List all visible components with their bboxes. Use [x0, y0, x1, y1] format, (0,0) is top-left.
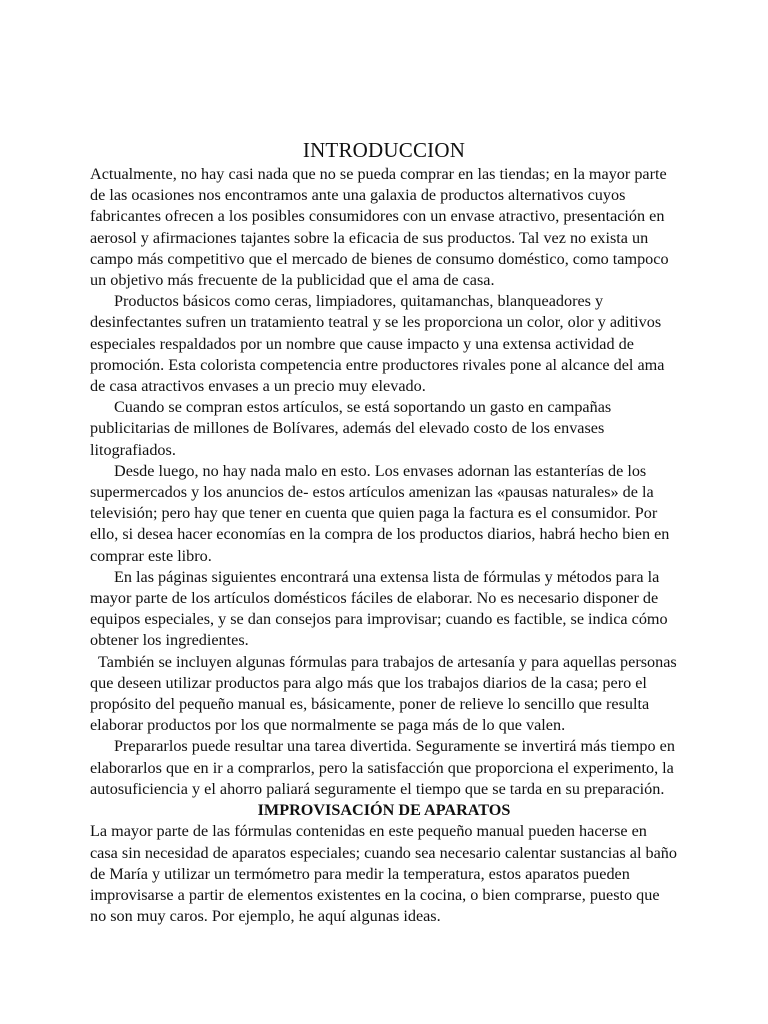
paragraph-formulas: En las páginas siguientes encontrará una extensa lista de fórmulas y métodos para la mayor parte de los artículos domésticos fáciles de elaborar. No es necesario disponer de equipos especiales, y se dan consejos para improvisar; cuando es factible, se indica cómo obtener los ingredientes.: [90, 567, 668, 650]
section-heading: IMPROVISACIÓN DE APARATOS: [257, 801, 511, 820]
paragraph-crafts: También se incluyen algunas fórmulas para trabajos de artesanía y para aquellas personas que deseen utilizar productos para algo más que los trabajos diarios de la casa; pero el propósito del pequeño manual es, básicamente, poner de relieve lo sencillo que resulta elaborar productos por los que normalmente se paga más de lo que valen.: [90, 652, 677, 735]
paragraph-packaging: Desde luego, no hay nada malo en esto. Los envases adornan las estanterías de los supermercados y los anuncios de- estos artículos amenizan las «pausas naturales» de la televisión; pero hay que tener en cuenta que quien paga la factura es el consumidor. Por ello, si desea hacer economías en la compra de los productos diarios, habrá hecho bien en comprar este libro.: [90, 461, 670, 565]
paragraph-intro: Actualmente, no hay casi nada que no se pueda comprar en las tiendas; en la mayor parte de las ocasiones nos encontramos ante una galaxia de productos alternativos cuyos fabricantes ofrecen a los posibles consumidores con un envase atractivo, presentación en aerosol y afirmaciones tajantes sobre la eficacia de sus productos. Tal vez no exista un campo más competitivo que el mercado de bienes de consumo doméstico, como tampoco un objetivo más frecuente de la publicidad que el ama de casa.: [90, 165, 669, 290]
paragraph-apparatus: La mayor parte de las fórmulas contenidas en este pequeño manual pueden hacerse en casa sin necesidad de aparatos especiales; cuando sea necesario calentar sustancias al baño de María y utilizar un termómetro para medir la temperatura, estos aparatos pueden improvisarse a partir de elementos existentes en la cocina, o bien comprarse, puesto que no son muy caros. Por ejemplo, he aquí algunas ideas.: [90, 822, 677, 926]
document-page: [90, 136, 678, 927]
paragraph-preparation: Prepararlos puede resultar una tarea divertida. Seguramente se invertirá más tiempo en elaborarlos que en ir a comprarlos, pero la satisfacción que proporciona el experimento, la autosuficiencia y el ahorro paliará seguramente el tiempo que se tarda en su preparación.: [90, 737, 675, 798]
paragraph-costs: Cuando se compran estos artículos, se está soportando un gasto en campañas publicitarias de millones de Bolívares, además del elevado costo de los envases litografiados.: [90, 398, 612, 459]
page-title: INTRODUCCION: [302, 138, 466, 162]
paragraph-products: Productos básicos como ceras, limpiadores, quitamanchas, blanqueadores y desinfectantes sufren un tratamiento teatral y se les proporciona un color, olor y aditivos especiales respaldados por un nombre que cause impacto y una extensa actividad de promoción. Esta colorista competencia entre productores rivales pone al alcance del ama de casa atractivos envases a un precio muy elevado.: [90, 292, 665, 396]
